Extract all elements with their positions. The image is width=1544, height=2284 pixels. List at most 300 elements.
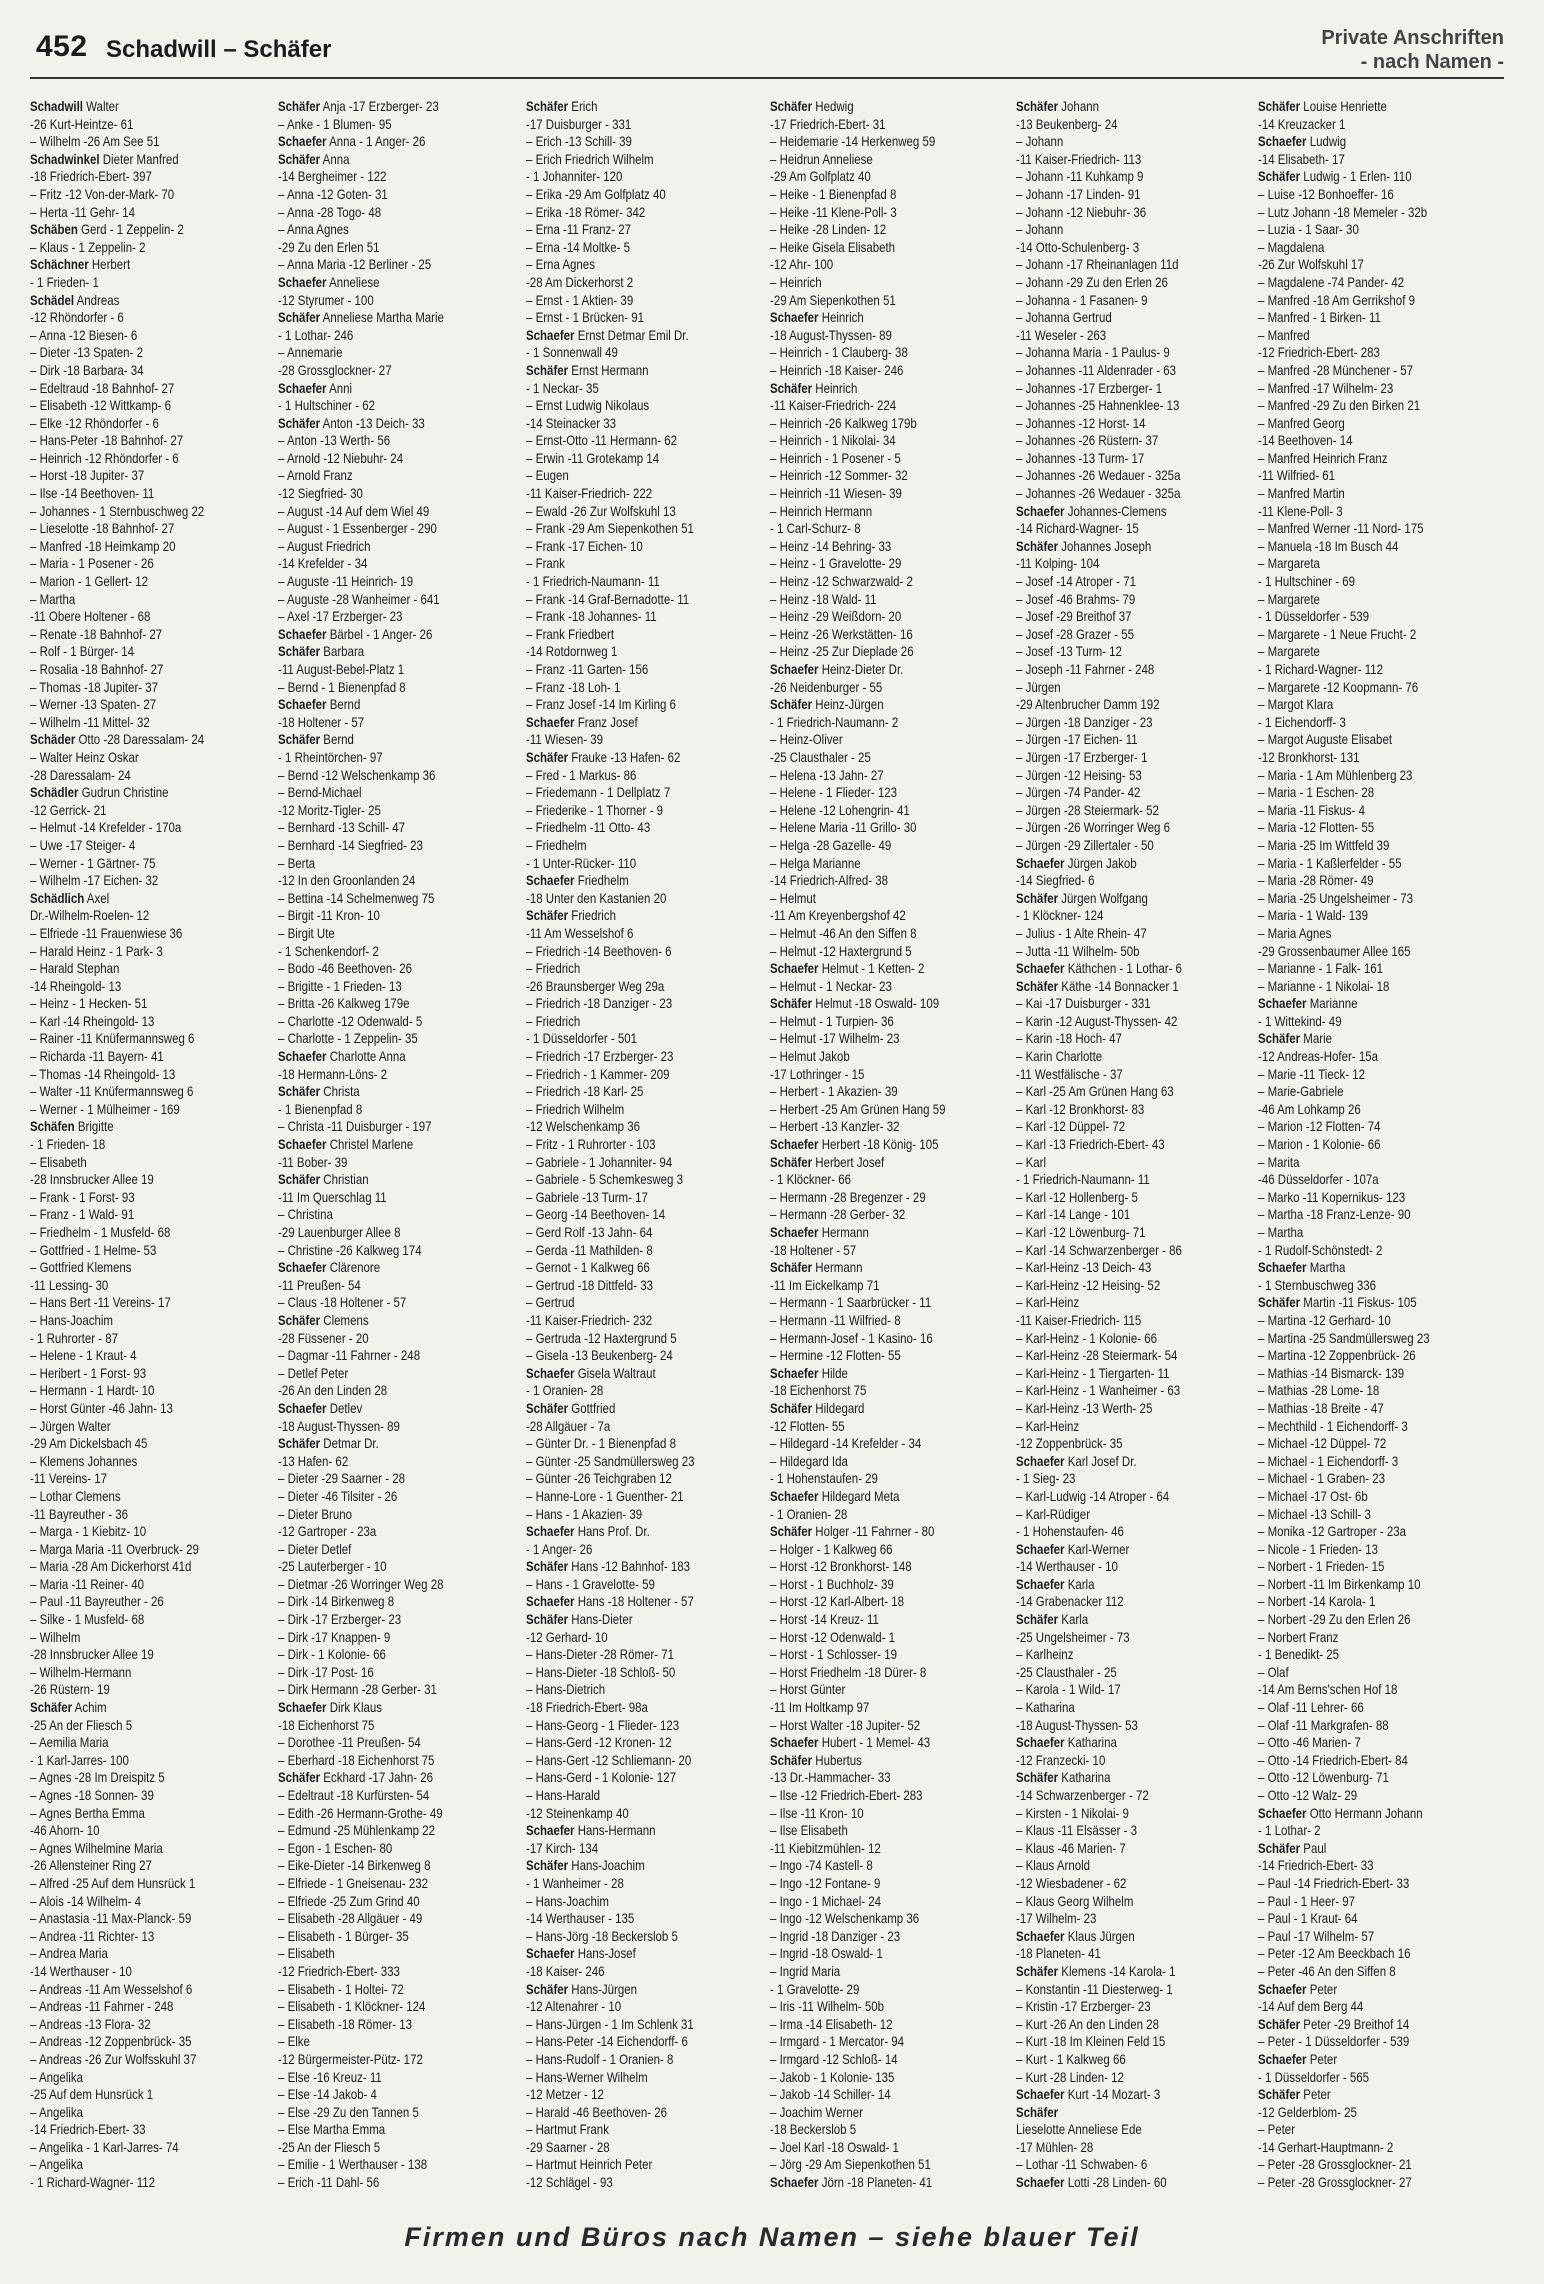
directory-entry-line: -18 Kaiser- 246 <box>526 1962 605 1979</box>
directory-entry-line: -11 Kaiser-Friedrich- 232 <box>526 1311 653 1328</box>
directory-entry-line: Schäfer Hans-Jürgen <box>526 1980 638 1997</box>
directory-entry-line: – Manfred Werner -11 Nord- 175 <box>1258 520 1424 537</box>
directory-entry-line: – Friedrich -18 Karl- 25 <box>526 1083 644 1100</box>
directory-entry-line: – Helga Marianne <box>770 854 861 871</box>
directory-entry-line: – Michael - 1 Eichendorff- 3 <box>1258 1452 1399 1469</box>
directory-entry-line: Schäfer Bernd <box>278 731 354 748</box>
directory-entry-line: - 1 Oranien- 28 <box>770 1505 848 1522</box>
directory-entry-line: – Hans-Gerd - 1 Kolonie- 127 <box>526 1769 676 1786</box>
directory-entry-line: – Horst Günter <box>770 1681 846 1698</box>
directory-entry-line: – Peter <box>1258 2121 1296 2138</box>
directory-entry-line: – Otto -12 Walz- 29 <box>1258 1787 1358 1803</box>
directory-entry-line: – Franz -11 Garten- 156 <box>526 661 649 677</box>
directory-entry-line: -18 Beckerslob 5 <box>770 2121 857 2138</box>
directory-entry-line: -26 Zur Wolfskuhl 17 <box>1258 256 1364 273</box>
directory-entry-line: -25 Clausthaler - 25 <box>1016 1663 1117 1680</box>
directory-entry-line: – Heinrich -12 Sommer- 32 <box>770 467 908 484</box>
directory-entry-line: – Maria Agnes <box>1258 924 1332 941</box>
directory-entry-line: – Wilhelm <box>30 1628 81 1645</box>
directory-entry-line: – Erna -14 Moltke- 5 <box>526 238 631 255</box>
directory-entry-line: Schaefer Gisela Waltraut <box>526 1364 656 1381</box>
directory-entry-line: -11 Im Querschlag 11 <box>278 1188 387 1205</box>
directory-entry-line: – Josef -13 Turm- 12 <box>1016 643 1122 660</box>
directory-entry-line: – Agnes -18 Sonnen- 39 <box>30 1787 154 1803</box>
directory-entry-line: – Jürgen Walter <box>30 1417 111 1434</box>
directory-entry-line: – Luise -12 Bonhoeffer- 16 <box>1258 185 1394 202</box>
directory-entry-line: – Friedrich Wilhelm <box>526 1100 625 1117</box>
directory-entry-line: – Karl -12 Hollenberg- 5 <box>1016 1188 1138 1205</box>
directory-entry-line: – Katharina <box>1016 1699 1075 1716</box>
directory-entry-line: - 1 Neckar- 35 <box>526 379 599 396</box>
directory-entry-line: – Ernst - 1 Brücken- 91 <box>526 309 645 326</box>
directory-entry-line: – Maria - 1 Posener - 26 <box>30 555 154 572</box>
directory-entry-line: – Heinz -18 Wald- 11 <box>770 590 877 607</box>
directory-entry-line: – Walter -11 Knüfermannsweg 6 <box>30 1083 194 1100</box>
directory-entry-line: – Hans-Peter -14 Eichendorff- 6 <box>526 2033 688 2050</box>
directory-entry-line: -12 Gerrick- 21 <box>30 801 107 818</box>
directory-entry-line: – Jürgen -74 Pander- 42 <box>1016 784 1141 801</box>
directory-entry-line: -14 Friedrich-Ebert- 33 <box>1258 1857 1374 1874</box>
directory-entry-line: -25 Clausthaler - 25 <box>770 748 871 765</box>
directory-entry-line: – Detlef Peter <box>278 1364 349 1381</box>
directory-entry-line: – Jürgen -17 Erzberger- 1 <box>1016 748 1148 765</box>
directory-entry-line: – Dieter -29 Saarner - 28 <box>278 1470 405 1487</box>
directory-entry-line: – Helmut <box>770 889 816 906</box>
directory-entry-line: -11 Bayreuther - 36 <box>30 1505 129 1522</box>
directory-entry-line: – Friedrich <box>526 960 581 977</box>
directory-entry-line: – Magdalene -74 Pander- 42 <box>1258 273 1405 290</box>
directory-entry-line: – Margarete -12 Koopmann- 76 <box>1258 678 1419 695</box>
directory-entry-line: – Bernhard -14 Siegfried- 23 <box>278 836 423 853</box>
directory-entry-line: – Marion - 1 Kolonie- 66 <box>1258 1136 1381 1153</box>
directory-entry-line: - 1 Schenkendorf- 2 <box>278 942 379 959</box>
directory-entry-line: – Alois -14 Wilhelm- 4 <box>30 1892 142 1909</box>
directory-entry-line: – Birgit Ute <box>278 924 335 941</box>
directory-entry-line: – Berta <box>278 854 316 871</box>
directory-entry-line: Schaefer Anna - 1 Anger- 26 <box>278 133 426 150</box>
directory-entry-line: – Margarete <box>1258 590 1320 607</box>
directory-entry-line: Schädel Andreas <box>30 291 120 308</box>
directory-entry-line: -28 Innsbrucker Allee 19 <box>30 1171 154 1188</box>
directory-entry-line: – Anton -13 Werth- 56 <box>278 432 391 449</box>
directory-entry-line: – Martina -25 Sandmüllersweg 23 <box>1258 1329 1430 1346</box>
directory-entry-line: -18 August-Thyssen- 89 <box>278 1417 400 1434</box>
directory-entry-line: – Werner -13 Spaten- 27 <box>30 696 157 713</box>
directory-entry-line: – Dirk -17 Erzberger- 23 <box>278 1611 402 1628</box>
directory-entry-line: -14 Richard-Wagner- 15 <box>1016 520 1139 537</box>
directory-entry-line: Schaefer Friedhelm <box>526 872 629 889</box>
directory-entry-line: Schäfer Heinz-Jürgen <box>770 696 884 713</box>
directory-entry-line: – Erika -29 Am Golfplatz 40 <box>526 185 666 202</box>
directory-entry-line: – Ingo -74 Kastell- 8 <box>770 1857 873 1874</box>
directory-columns <box>30 98 1504 2208</box>
directory-entry-line: - 1 Klöckner- 124 <box>1016 907 1104 924</box>
directory-entry-line: – Karin Charlotte <box>1016 1048 1103 1065</box>
directory-entry-line: – Martina -12 Gerhard- 10 <box>1258 1311 1391 1328</box>
directory-entry-line: – Horst - 1 Buchholz- 39 <box>770 1575 894 1592</box>
directory-entry-line: Schäfer Hans -12 Bahnhof- 183 <box>526 1558 691 1575</box>
directory-entry-line: – Dirk - 1 Kolonie- 66 <box>278 1646 386 1663</box>
directory-entry-line: – Eberhard -18 Eichenhorst 75 <box>278 1751 435 1768</box>
directory-entry-line: – Maria - 1 Wald- 139 <box>1258 907 1368 924</box>
directory-entry-line: – Dirk -17 Knappen- 9 <box>278 1628 391 1645</box>
directory-entry-line: – Friedrich -18 Danziger - 23 <box>526 995 673 1012</box>
directory-entry-line: – Ingrid Maria <box>770 1962 841 1979</box>
directory-entry-line: – Erna Agnes <box>526 256 595 273</box>
directory-entry-line: – Karl-Heinz <box>1016 1294 1080 1311</box>
directory-entry-line: – Manfred Georg <box>1258 414 1345 431</box>
directory-entry-line: – Nicole - 1 Frieden- 13 <box>1258 1540 1378 1557</box>
directory-entry-line: – Helena -13 Jahn- 27 <box>770 766 884 783</box>
directory-entry-line: – Karl-Heinz -12 Heising- 52 <box>1016 1276 1161 1293</box>
directory-entry-line: – Andreas -11 Am Wesselshof 6 <box>30 1980 193 1997</box>
directory-entry-line: Schaefer Hans Prof. Dr. <box>526 1523 650 1540</box>
directory-entry-line: – Andreas -13 Flora- 32 <box>30 2015 151 2032</box>
directory-entry-line: – Michael -12 Düppel- 72 <box>1258 1435 1387 1452</box>
directory-entry-line: – Manfred -28 Münchener - 57 <box>1258 361 1414 378</box>
directory-entry-line: – Marion - 1 Gellert- 12 <box>30 573 149 590</box>
directory-entry-line: – Bernd -12 Welschenkamp 36 <box>278 766 436 783</box>
directory-entry-line: -11 Kolping- 104 <box>1016 555 1100 572</box>
directory-entry-line: Schäfer Anna <box>278 150 350 167</box>
directory-entry-line: – Hermann - 1 Saarbrücker - 11 <box>770 1294 932 1311</box>
directory-entry-line: – Hermann - 1 Hardt- 10 <box>30 1382 155 1399</box>
directory-entry-line: – Kai -17 Duisburger - 331 <box>1016 995 1151 1012</box>
directory-entry-line: -12 Altenahrer - 10 <box>526 1998 622 2015</box>
directory-column-5 <box>1016 98 1210 2208</box>
directory-entry-line: Schäfer Hans-Joachim <box>526 1857 645 1874</box>
directory-entry-line: – Johannes -13 Turm- 17 <box>1016 449 1145 466</box>
directory-entry-line: – Jürgen -28 Steiermark- 52 <box>1016 801 1159 818</box>
directory-entry-line: -26 An den Linden 28 <box>278 1382 388 1399</box>
directory-entry-line: Schäfer Anton -13 Deich- 33 <box>278 414 425 431</box>
directory-entry-line: -12 Metzer - 12 <box>526 2086 604 2103</box>
directory-entry-line: – Elisabeth -18 Römer- 13 <box>278 2015 413 2032</box>
directory-entry-line: Schäfer Achim <box>30 1699 107 1716</box>
directory-entry-line: – Kirsten - 1 Nikolai- 9 <box>1016 1804 1129 1821</box>
directory-entry-line: – Karl -12 Düppel- 72 <box>1016 1118 1126 1135</box>
directory-entry-line: – Josef -46 Brahms- 79 <box>1016 590 1136 607</box>
directory-entry-line: -29 Zu den Erlen 51 <box>278 238 380 255</box>
directory-entry-line: – Claus -18 Holtener - 57 <box>278 1294 407 1311</box>
directory-entry-line: – Heribert - 1 Forst- 93 <box>30 1364 147 1381</box>
directory-entry-line: -12 Zoppenbrück- 35 <box>1016 1435 1123 1452</box>
directory-entry-line: - 1 Frieden- 1 <box>30 273 99 290</box>
directory-entry-line: – Klaus -11 Elsässer - 3 <box>1016 1822 1138 1839</box>
directory-entry-line: – Rosalia -18 Bahnhof- 27 <box>30 661 164 677</box>
directory-entry-line: – Joseph -11 Fahrner - 248 <box>1016 661 1155 677</box>
directory-entry-line: – Hans-Werner Wilhelm <box>526 2068 648 2085</box>
directory-entry-line: – Maria -28 Römer- 49 <box>1258 872 1374 889</box>
directory-entry-line: – Franz -18 Loh- 1 <box>526 678 621 695</box>
directory-entry-line: -14 Schwarzenberger - 72 <box>1016 1787 1149 1803</box>
directory-entry-line: Schaefer Marianne <box>1258 995 1358 1012</box>
directory-column-4 <box>770 98 964 2208</box>
directory-entry-line: – Herbert -13 Kanzler- 32 <box>770 1118 900 1135</box>
directory-entry-line: – Marion -12 Flotten- 74 <box>1258 1118 1381 1135</box>
directory-entry-line: – Lothar -11 Schwaben- 6 <box>1016 2156 1148 2173</box>
directory-entry-line: – Gerda -11 Mathilden- 8 <box>526 1241 653 1258</box>
directory-entry-line: – Jutta -11 Wilhelm- 50b <box>1016 942 1140 959</box>
directory-entry-line: -12 Schlägel - 93 <box>526 2174 613 2191</box>
directory-entry-line: – Ingo -12 Fontane- 9 <box>770 1874 881 1891</box>
directory-entry-line: – Michael -13 Schill- 3 <box>1258 1505 1371 1522</box>
directory-entry-line: -11 Preußen- 54 <box>278 1276 361 1293</box>
directory-entry-line: – Maria -11 Fiskus- 4 <box>1258 801 1365 818</box>
directory-entry-line: – Michael - 1 Graben- 23 <box>1258 1470 1385 1487</box>
directory-entry-line: – Birgit -11 Kron- 10 <box>278 907 380 924</box>
directory-entry-line: -11 Westfälische - 37 <box>1016 1065 1123 1082</box>
directory-entry-line: – Johann -17 Linden- 91 <box>1016 185 1141 202</box>
directory-entry-line: – Christa -11 Duisburger - 197 <box>278 1118 432 1135</box>
directory-entry-line: – Friedrich -17 Erzberger- 23 <box>526 1048 674 1065</box>
directory-entry-line: – Friedhelm <box>526 836 587 853</box>
directory-entry-line: – Klemens Johannes <box>30 1452 138 1469</box>
directory-entry-line: -11 Wilfried- 61 <box>1258 467 1335 484</box>
directory-entry-line: Schaefer Karl-Werner <box>1016 1540 1130 1557</box>
directory-entry-line: – Maria - 1 Eschen- 28 <box>1258 784 1375 801</box>
directory-entry-line: Schäfer Peter -29 Breithof 14 <box>1258 2015 1410 2032</box>
directory-entry-line: Schäfer Detmar Dr. <box>278 1435 379 1452</box>
directory-entry-line: - 1 Sonnenwall 49 <box>526 344 618 361</box>
directory-entry-line: – Luzia - 1 Saar- 30 <box>1258 221 1359 238</box>
directory-entry-line: – Marko -11 Kopernikus- 123 <box>1258 1188 1406 1205</box>
directory-entry-line: – Johann -12 Niebuhr- 36 <box>1016 203 1147 220</box>
directory-entry-line: – Günter Dr. - 1 Bienenpfad 8 <box>526 1435 676 1452</box>
directory-entry-line: – Norbert Franz <box>1258 1628 1339 1645</box>
directory-entry-line: Schaefer Hans -18 Holtener - 57 <box>526 1593 694 1610</box>
directory-entry-line: - 1 Hultschiner - 62 <box>278 397 375 414</box>
directory-entry-line: – Helene - 1 Kraut- 4 <box>30 1347 137 1364</box>
directory-entry-line: -18 Holtener - 57 <box>770 1241 857 1258</box>
directory-entry-line: -18 Unter den Kastanien 20 <box>526 889 667 906</box>
directory-entry-line: Schäfer Barbara <box>278 643 365 660</box>
directory-entry-line: -12 Flotten- 55 <box>770 1417 845 1434</box>
directory-entry-line: – Kurt -28 Linden- 12 <box>1016 2068 1124 2085</box>
directory-entry-line: -28 Innsbrucker Allee 19 <box>30 1646 154 1663</box>
directory-entry-line: – Hans-Gert -12 Schliemann- 20 <box>526 1751 692 1768</box>
directory-entry-line: Schäfer Klemens -14 Karola- 1 <box>1016 1962 1176 1979</box>
directory-entry-line: -11 Kiebitzmühlen- 12 <box>770 1839 881 1856</box>
directory-entry-line: – Joachim Werner <box>770 2103 863 2120</box>
directory-entry-line: – Karl -12 Löwenburg- 71 <box>1016 1224 1146 1240</box>
directory-entry-line: Dr.-Wilhelm-Roelen- 12 <box>30 907 150 924</box>
directory-entry-line: -17 Kirch- 134 <box>526 1839 599 1856</box>
directory-entry-line: – Ilse -12 Friedrich-Ebert- 283 <box>770 1787 923 1803</box>
directory-entry-line: – Marga - 1 Kiebitz- 10 <box>30 1523 147 1540</box>
directory-entry-line: – Franz - 1 Wald- 91 <box>30 1206 135 1223</box>
directory-entry-line: -12 Moritz-Tigler- 25 <box>278 801 381 818</box>
directory-entry-line: – Angelika <box>30 2156 83 2173</box>
directory-entry-line: – Dorothee -11 Preußen- 54 <box>278 1734 421 1751</box>
directory-entry-line: – Marianne - 1 Falk- 161 <box>1258 960 1384 977</box>
directory-entry-line: – Heinz -26 Werkstätten- 16 <box>770 625 913 642</box>
directory-entry-line: – Kurt - 1 Kalkweg 66 <box>1016 2050 1126 2067</box>
directory-entry-line: – Heinz-Oliver <box>770 731 843 748</box>
directory-entry-line: – Jürgen -17 Eichen- 11 <box>1016 731 1138 748</box>
directory-entry-line: Schäfer Gottfried <box>526 1399 616 1416</box>
directory-entry-line: – Frank -18 Johannes- 11 <box>526 608 657 625</box>
directory-entry-line: – August - 1 Essenberger - 290 <box>278 520 437 537</box>
directory-entry-line: -12 Siegfried- 30 <box>278 485 363 502</box>
directory-entry-line: – Karl -12 Bronkhorst- 83 <box>1016 1100 1145 1117</box>
directory-entry-line: -14 Grabenacker 112 <box>1016 1593 1124 1610</box>
directory-entry-line: - 1 Ruhrorter - 87 <box>30 1329 119 1346</box>
directory-entry-line: – Johann -17 Rheinanlagen 11d <box>1016 256 1179 273</box>
directory-entry-line: – Erich -11 Dahl- 56 <box>278 2174 380 2191</box>
directory-entry-line: – Johannes -11 Aldenrader - 63 <box>1016 361 1176 378</box>
directory-column-2 <box>278 98 472 2208</box>
directory-entry-line: – Gisela -13 Beukenberg- 24 <box>526 1347 673 1364</box>
directory-entry-line: Schäfer Friedrich <box>526 907 616 924</box>
directory-entry-line: – Ernst-Otto -11 Hermann- 62 <box>526 432 678 449</box>
directory-entry-line: – Josef -28 Grazer - 55 <box>1016 625 1135 642</box>
directory-entry-line: – Karl-Heinz -28 Steiermark- 54 <box>1016 1347 1178 1364</box>
directory-entry-line: -28 Grossglockner- 27 <box>278 361 392 378</box>
directory-entry-line: – Frank -14 Graf-Bernadotte- 11 <box>526 590 690 607</box>
directory-entry-line: -25 Lauterberger - 10 <box>278 1558 387 1575</box>
directory-entry-line: – Frank Friedbert <box>526 625 615 642</box>
directory-entry-line: – Johann -11 Kuhkamp 9 <box>1016 168 1144 185</box>
directory-entry-line: -29 Am Dickelsbach 45 <box>30 1435 148 1452</box>
directory-entry-line: -28 Allgäuer - 7a <box>526 1417 611 1434</box>
directory-entry-line: – Magdalena <box>1258 238 1325 255</box>
directory-entry-line: – Thomas -18 Jupiter- 37 <box>30 678 159 695</box>
directory-entry-line: – Elfriede -11 Frauenwiese 36 <box>30 924 183 941</box>
section-title <box>1321 26 1504 74</box>
directory-entry-line: -14 Friedrich-Alfred- 38 <box>770 872 889 889</box>
directory-entry-line: Schäfer Karla <box>1016 1611 1089 1628</box>
directory-entry-line: – Charlotte - 1 Zeppelin- 35 <box>278 1030 418 1047</box>
directory-entry-line: -17 Duisburger - 331 <box>526 115 632 132</box>
directory-entry-line: – Erich -13 Schill- 39 <box>526 133 632 150</box>
directory-entry-line: -17 Friedrich-Ebert- 31 <box>770 115 886 132</box>
directory-entry-line: -14 Kreuzacker 1 <box>1258 115 1346 132</box>
directory-entry-line: Schaefer Herbert -18 König- 105 <box>770 1136 939 1153</box>
directory-entry-line: – Peter -46 An den Siffen 8 <box>1258 1962 1396 1979</box>
directory-entry-line: – Hans-Peter -18 Bahnhof- 27 <box>30 432 184 449</box>
directory-entry-line: – Heinz - 1 Gravelotte- 29 <box>770 555 902 572</box>
directory-entry-line: Schäfer Herbert Josef <box>770 1153 885 1170</box>
directory-entry-line: Schaefer Käthchen - 1 Lothar- 6 <box>1016 960 1182 977</box>
directory-entry-line: – Fritz -12 Von-der-Mark- 70 <box>30 185 175 202</box>
directory-entry-line: - 1 Eichendorff- 3 <box>1258 713 1346 730</box>
page-number: 452 <box>36 30 88 63</box>
name-range: Schadwill – Schäfer <box>106 36 332 63</box>
directory-entry-line: – Heinrich Hermann <box>770 502 873 519</box>
directory-entry-line: – Anna -12 Goten- 31 <box>278 185 388 202</box>
directory-entry-line: – Fritz - 1 Ruhrorter - 103 <box>526 1136 656 1153</box>
directory-entry-line: – Helmut - 1 Turpien- 36 <box>770 1012 894 1029</box>
directory-entry-line: Schädler Gudrun Christine <box>30 784 169 801</box>
directory-entry-line: – Elke -12 Rhöndorfer - 6 <box>30 414 159 431</box>
directory-entry-line: – Angelika - 1 Karl-Jarres- 74 <box>30 2138 179 2155</box>
directory-entry-line: -14 Siegfried- 6 <box>1016 872 1095 889</box>
directory-entry-line: - 1 Richard-Wagner- 112 <box>1258 661 1384 677</box>
directory-entry-line: -18 Eichenhorst 75 <box>770 1382 867 1399</box>
directory-entry-line: Schäfer Christian <box>278 1171 369 1188</box>
directory-entry-line: – Hans-Dieter -18 Schloß- 50 <box>526 1663 676 1680</box>
directory-entry-line: -29 Am Siepenkothen 51 <box>770 291 896 308</box>
directory-entry-line: Schäfer Hildegard <box>770 1399 865 1416</box>
directory-entry-line: – Lieselotte -18 Bahnhof- 27 <box>30 520 175 537</box>
header-rule <box>30 77 1504 79</box>
directory-entry-line: – Manfred Martin <box>1258 485 1345 502</box>
directory-entry-line: – Edeltraud -18 Bahnhof- 27 <box>30 379 175 396</box>
directory-entry-line: – Anna Agnes <box>278 221 349 238</box>
directory-entry-line: – Kurt -18 Im Kleinen Feld 15 <box>1016 2033 1166 2050</box>
directory-entry-line: – Johannes -26 Wedauer - 325a <box>1016 467 1181 484</box>
directory-entry-line: Schäfer <box>1016 2103 1059 2120</box>
directory-entry-line: – Auguste -11 Heinrich- 19 <box>278 573 414 590</box>
directory-entry-line: – Friedrich - 1 Kammer- 209 <box>526 1065 670 1082</box>
directory-entry-line: – Johanna Maria - 1 Paulus- 9 <box>1016 344 1170 361</box>
directory-entry-line: Schaefer Karla <box>1016 1575 1095 1592</box>
directory-entry-line: -11 Obere Holtener - 68 <box>30 608 151 625</box>
directory-entry-line: – Gabriele -13 Turm- 17 <box>526 1188 648 1205</box>
directory-entry-line: - 1 Düsseldorfer - 501 <box>526 1030 638 1047</box>
directory-entry-line: – Bettina -14 Schelmenweg 75 <box>278 889 435 906</box>
directory-entry-line: – Jürgen -29 Zillertaler - 50 <box>1016 836 1154 853</box>
directory-entry-line: Schädlich Axel <box>30 889 110 906</box>
directory-entry-line: – Ilse -11 Kron- 10 <box>770 1804 864 1821</box>
directory-entry-line: – Fred - 1 Markus- 86 <box>526 766 637 783</box>
directory-entry-line: – Eike-Dieter -14 Birkenweg 8 <box>278 1857 431 1874</box>
directory-entry-line: – Dietmar -26 Worringer Weg 28 <box>278 1575 444 1592</box>
directory-entry-line: – Klaus Georg Wilhelm <box>1016 1892 1134 1909</box>
directory-entry-line: – Frank -17 Eichen- 10 <box>526 537 643 554</box>
directory-entry-line: – Georg -14 Beethoven- 14 <box>526 1206 666 1223</box>
directory-entry-line: Schaefer Anneliese <box>278 273 380 290</box>
directory-entry-line: – Maria -11 Reiner- 40 <box>30 1575 145 1592</box>
directory-entry-line: – Hermann -28 Gerber- 32 <box>770 1206 906 1223</box>
directory-entry-line: – Horst - 1 Schlosser- 19 <box>770 1646 897 1663</box>
directory-entry-line: – Hans-Harald <box>526 1787 601 1803</box>
directory-entry-line: – Martha <box>1258 1224 1304 1240</box>
directory-entry-line: Schaefer Dirk Klaus <box>278 1699 383 1716</box>
directory-entry-line: – Heinrich -18 Kaiser- 246 <box>770 361 904 378</box>
directory-entry-line: – Horst Günter -46 Jahn- 13 <box>30 1399 173 1416</box>
directory-entry-line: - 1 Benedikt- 25 <box>1258 1646 1340 1663</box>
directory-entry-line: – Heinrich - 1 Posener - 5 <box>770 449 901 466</box>
directory-entry-line: – Ilse -14 Beethoven- 11 <box>30 485 155 502</box>
directory-entry-line: – Renate -18 Bahnhof- 27 <box>30 625 163 642</box>
directory-entry-line: Schäder Otto -28 Daressalam- 24 <box>30 731 205 748</box>
directory-entry-line: – Heinrich -26 Kalkweg 179b <box>770 414 917 431</box>
directory-entry-line: – Friedhelm - 1 Musfeld- 68 <box>30 1224 171 1240</box>
directory-entry-line: – Manfred <box>1258 326 1310 343</box>
directory-entry-line: – Helmut -17 Wilhelm- 23 <box>770 1030 900 1047</box>
directory-entry-line: -29 Altenbrucher Damm 192 <box>1016 696 1160 713</box>
directory-entry-line: – Anke - 1 Blumen- 95 <box>278 115 392 132</box>
directory-entry-line: – Erna -11 Franz- 27 <box>526 221 632 238</box>
directory-entry-line: – Helene -12 Lohengrin- 41 <box>770 801 910 818</box>
directory-entry-line: Schaefer Ernst Detmar Emil Dr. <box>526 326 689 343</box>
directory-entry-line: Schäfer Hans-Dieter <box>526 1611 633 1628</box>
directory-entry-line: – Elisabeth - 1 Holtei- 72 <box>278 1980 404 1997</box>
directory-entry-line: – Heike -11 Klene-Poll- 3 <box>770 203 897 220</box>
directory-entry-line: -12 Bronkhorst- 131 <box>1258 748 1360 765</box>
directory-entry-line: – Ingo -12 Welschenkamp 36 <box>770 1910 920 1927</box>
directory-entry-line: -12 Styrumer - 100 <box>278 291 374 308</box>
directory-entry-line: -25 Ungelsheimer - 73 <box>1016 1628 1130 1645</box>
directory-entry-line: Schaefer Hermann <box>770 1224 869 1240</box>
directory-entry-line: Schäfer Frauke -13 Hafen- 62 <box>526 748 681 765</box>
directory-entry-line: – Marie -11 Tieck- 12 <box>1258 1065 1365 1082</box>
directory-entry-line: – Hans Bert -11 Vereins- 17 <box>30 1294 171 1311</box>
directory-entry-line: -11 Kaiser-Friedrich- 113 <box>1016 150 1142 167</box>
directory-entry-line: – Maria -25 Ungelsheimer - 73 <box>1258 889 1414 906</box>
